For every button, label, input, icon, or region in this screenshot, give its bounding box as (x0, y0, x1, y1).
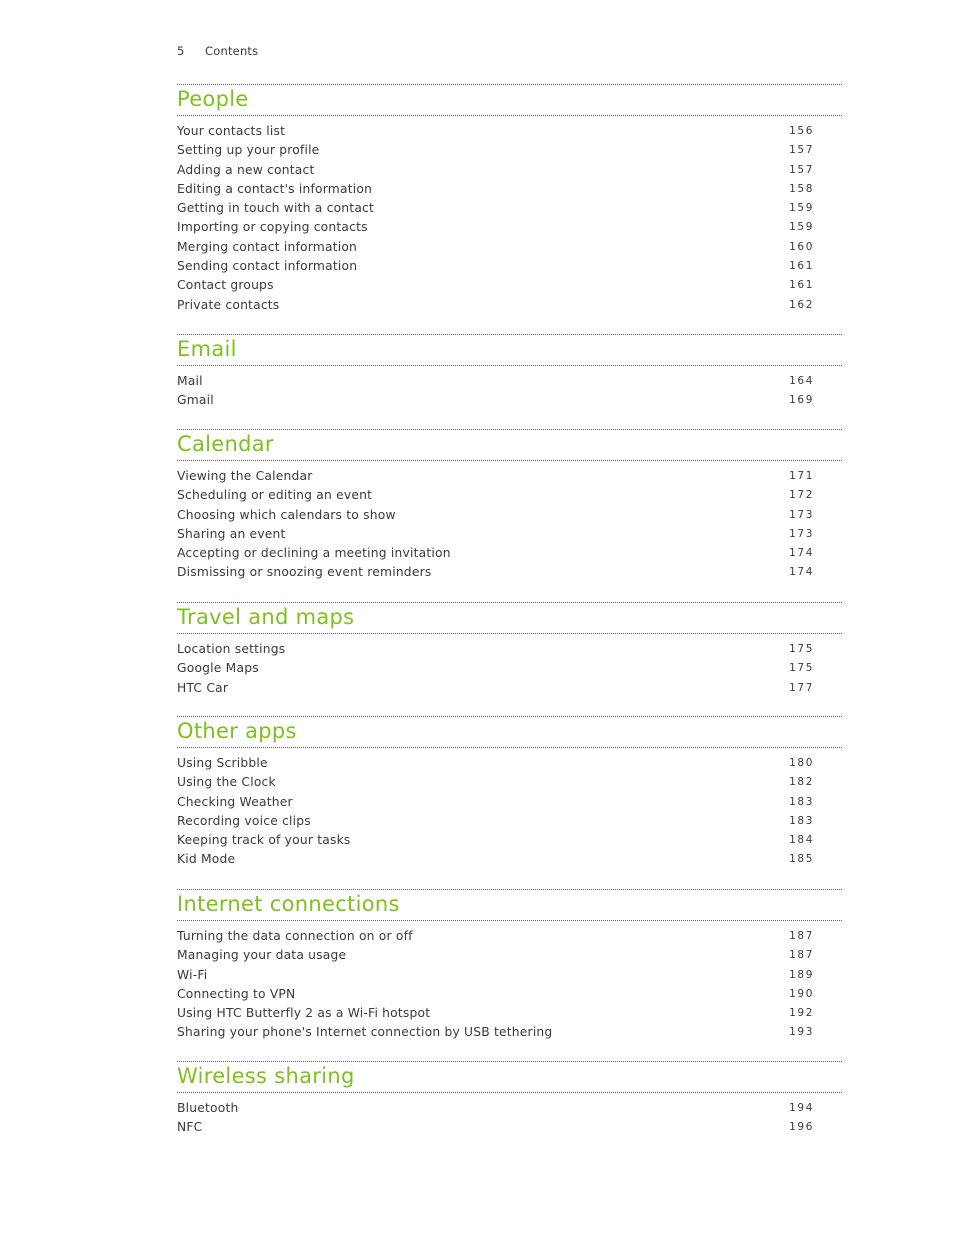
entry-page-number: 174 (789, 566, 814, 579)
toc-entry[interactable] (177, 467, 842, 486)
entry-page-number: 169 (789, 394, 814, 407)
toc-section (177, 1061, 842, 1138)
toc-entry[interactable] (177, 985, 842, 1004)
entry-list (177, 372, 842, 411)
entry-page-number: 164 (789, 375, 814, 387)
entry-label: Turning the data connection on or off (177, 929, 413, 943)
entry-label: Choosing which calendars to show (177, 507, 396, 522)
entry-page-number: 193 (789, 1026, 814, 1039)
entry-label: Scheduling or editing an event (177, 488, 373, 503)
entry-label: Mail (177, 374, 203, 388)
entry-label: Adding a new contact (177, 162, 315, 177)
entry-label: Location settings (177, 642, 286, 656)
entry-label: Managing your data usage (177, 948, 347, 963)
entry-label: Kid Mode (177, 852, 236, 867)
toc-entry[interactable] (177, 180, 842, 199)
entry-page-number: 180 (789, 757, 814, 769)
entry-page-number: 159 (789, 221, 814, 234)
toc-entry[interactable] (177, 793, 842, 812)
entry-page-number: 158 (789, 182, 814, 195)
entry-label: Accepting or declining a meeting invitation (177, 546, 451, 561)
entry-page-number: 190 (789, 987, 814, 1000)
section-title[interactable]: Travel and maps (177, 605, 355, 629)
section-title[interactable]: Internet connections (177, 892, 400, 916)
entry-list (177, 467, 842, 583)
entry-page-number: 161 (789, 260, 814, 273)
toc-entry[interactable] (177, 141, 842, 160)
header-title: Contents (205, 44, 259, 58)
entry-page-number: 184 (789, 834, 814, 847)
entry-page-number: 159 (789, 202, 814, 215)
entry-label: Your contacts list (177, 124, 286, 138)
toc-entry[interactable] (177, 391, 842, 410)
entry-page-number: 183 (789, 795, 814, 808)
toc-entry[interactable] (177, 486, 842, 505)
entry-list (177, 1099, 842, 1138)
toc-entry[interactable] (177, 563, 842, 582)
entry-page-number: 174 (789, 547, 814, 560)
entry-label: Sending contact information (177, 259, 358, 274)
section-heading-bar (177, 429, 842, 461)
entry-page-number: 160 (789, 240, 814, 253)
entry-label: Viewing the Calendar (177, 469, 313, 483)
toc-section (177, 716, 842, 870)
entry-label: Using HTC Butterfly 2 as a Wi-Fi hotspot (177, 1006, 431, 1021)
toc-entry[interactable] (177, 1004, 842, 1023)
toc-entry[interactable] (177, 927, 842, 946)
entry-page-number: 185 (789, 853, 814, 866)
entry-label: Keeping track of your tasks (177, 833, 351, 848)
entry-page-number: 162 (789, 298, 814, 311)
entry-page-number: 175 (789, 662, 814, 675)
entry-list (177, 754, 842, 870)
entry-label: Bluetooth (177, 1101, 239, 1115)
toc-section (177, 602, 842, 698)
entry-page-number: 187 (789, 949, 814, 962)
page-header (177, 44, 258, 58)
toc-entry[interactable] (177, 640, 842, 659)
section-title[interactable]: Calendar (177, 432, 274, 456)
entry-label: Google Maps (177, 661, 259, 676)
toc-entry[interactable] (177, 506, 842, 525)
entry-label: Using the Clock (177, 775, 276, 790)
toc-entry[interactable] (177, 218, 842, 237)
section-title[interactable]: Email (177, 337, 237, 361)
toc-entry[interactable] (177, 1023, 842, 1042)
toc-entry[interactable] (177, 199, 842, 218)
entry-page-number: 157 (789, 144, 814, 157)
entry-label: Gmail (177, 393, 214, 408)
entry-label: Private contacts (177, 297, 280, 312)
toc-entry[interactable] (177, 372, 842, 391)
entry-label: Wi-Fi (177, 967, 208, 982)
entry-page-number: 175 (789, 643, 814, 655)
toc-entry[interactable] (177, 276, 842, 295)
entry-page-number: 189 (789, 968, 814, 981)
toc-section (177, 889, 842, 1043)
entry-page-number: 173 (789, 508, 814, 521)
toc-entry[interactable] (177, 161, 842, 180)
toc-entry[interactable] (177, 679, 842, 698)
section-heading-bar (177, 716, 842, 748)
toc-entry[interactable] (177, 659, 842, 678)
section-title[interactable]: Other apps (177, 719, 297, 743)
entry-label: Importing or copying contacts (177, 220, 368, 235)
entry-page-number: 183 (789, 814, 814, 827)
entry-list (177, 927, 842, 1043)
toc-entry[interactable] (177, 831, 842, 850)
entry-label: Sharing your phone's Internet connection by USB tethering (177, 1025, 553, 1040)
toc-section (177, 84, 842, 315)
entry-page-number: 177 (789, 681, 814, 694)
entry-page-number: 156 (789, 125, 814, 137)
section-heading-bar (177, 602, 842, 634)
section-title[interactable]: People (177, 87, 249, 111)
entry-label: HTC Car (177, 680, 229, 695)
toc-entry[interactable] (177, 812, 842, 831)
entry-page-number: 173 (789, 527, 814, 540)
page-number: 5 (177, 44, 185, 58)
section-heading-bar (177, 1061, 842, 1093)
entry-page-number: 194 (789, 1102, 814, 1114)
entry-label: Recording voice clips (177, 813, 311, 828)
toc-entry[interactable] (177, 850, 842, 869)
entry-page-number: 171 (789, 470, 814, 482)
toc-section (177, 429, 842, 583)
entry-label: Contact groups (177, 278, 274, 293)
entry-label: Dismissing or snoozing event reminders (177, 565, 432, 580)
entry-page-number: 192 (789, 1007, 814, 1020)
entry-label: Editing a contact's information (177, 181, 373, 196)
entry-page-number: 157 (789, 163, 814, 176)
entry-label: Connecting to VPN (177, 986, 296, 1001)
section-heading-bar (177, 889, 842, 921)
entry-label: Setting up your profile (177, 143, 320, 158)
toc-entry[interactable] (177, 296, 842, 315)
toc-entry[interactable] (177, 754, 842, 773)
entry-label: Using Scribble (177, 756, 268, 770)
entry-label: Checking Weather (177, 794, 293, 809)
toc-entry[interactable] (177, 122, 842, 141)
entry-page-number: 196 (789, 1121, 814, 1134)
toc-entry[interactable] (177, 257, 842, 276)
entry-list (177, 640, 842, 698)
toc-entry[interactable] (177, 773, 842, 792)
entry-label: Merging contact information (177, 239, 358, 254)
section-title[interactable]: Wireless sharing (177, 1064, 355, 1088)
entry-label: NFC (177, 1120, 203, 1135)
section-heading-bar (177, 84, 842, 116)
entry-page-number: 172 (789, 489, 814, 502)
section-heading-bar (177, 334, 842, 366)
toc-entry[interactable] (177, 1099, 842, 1118)
entry-page-number: 187 (789, 930, 814, 942)
toc-entry[interactable] (177, 1118, 842, 1137)
toc-entry[interactable] (177, 966, 842, 985)
toc-entry[interactable] (177, 946, 842, 965)
toc-entry[interactable] (177, 238, 842, 257)
entry-list (177, 122, 842, 315)
entry-page-number: 182 (789, 776, 814, 789)
toc-entry[interactable] (177, 525, 842, 544)
entry-label: Getting in touch with a contact (177, 201, 375, 216)
toc-section (177, 334, 842, 411)
toc-entry[interactable] (177, 544, 842, 563)
entry-page-number: 161 (789, 279, 814, 292)
entry-label: Sharing an event (177, 526, 286, 541)
